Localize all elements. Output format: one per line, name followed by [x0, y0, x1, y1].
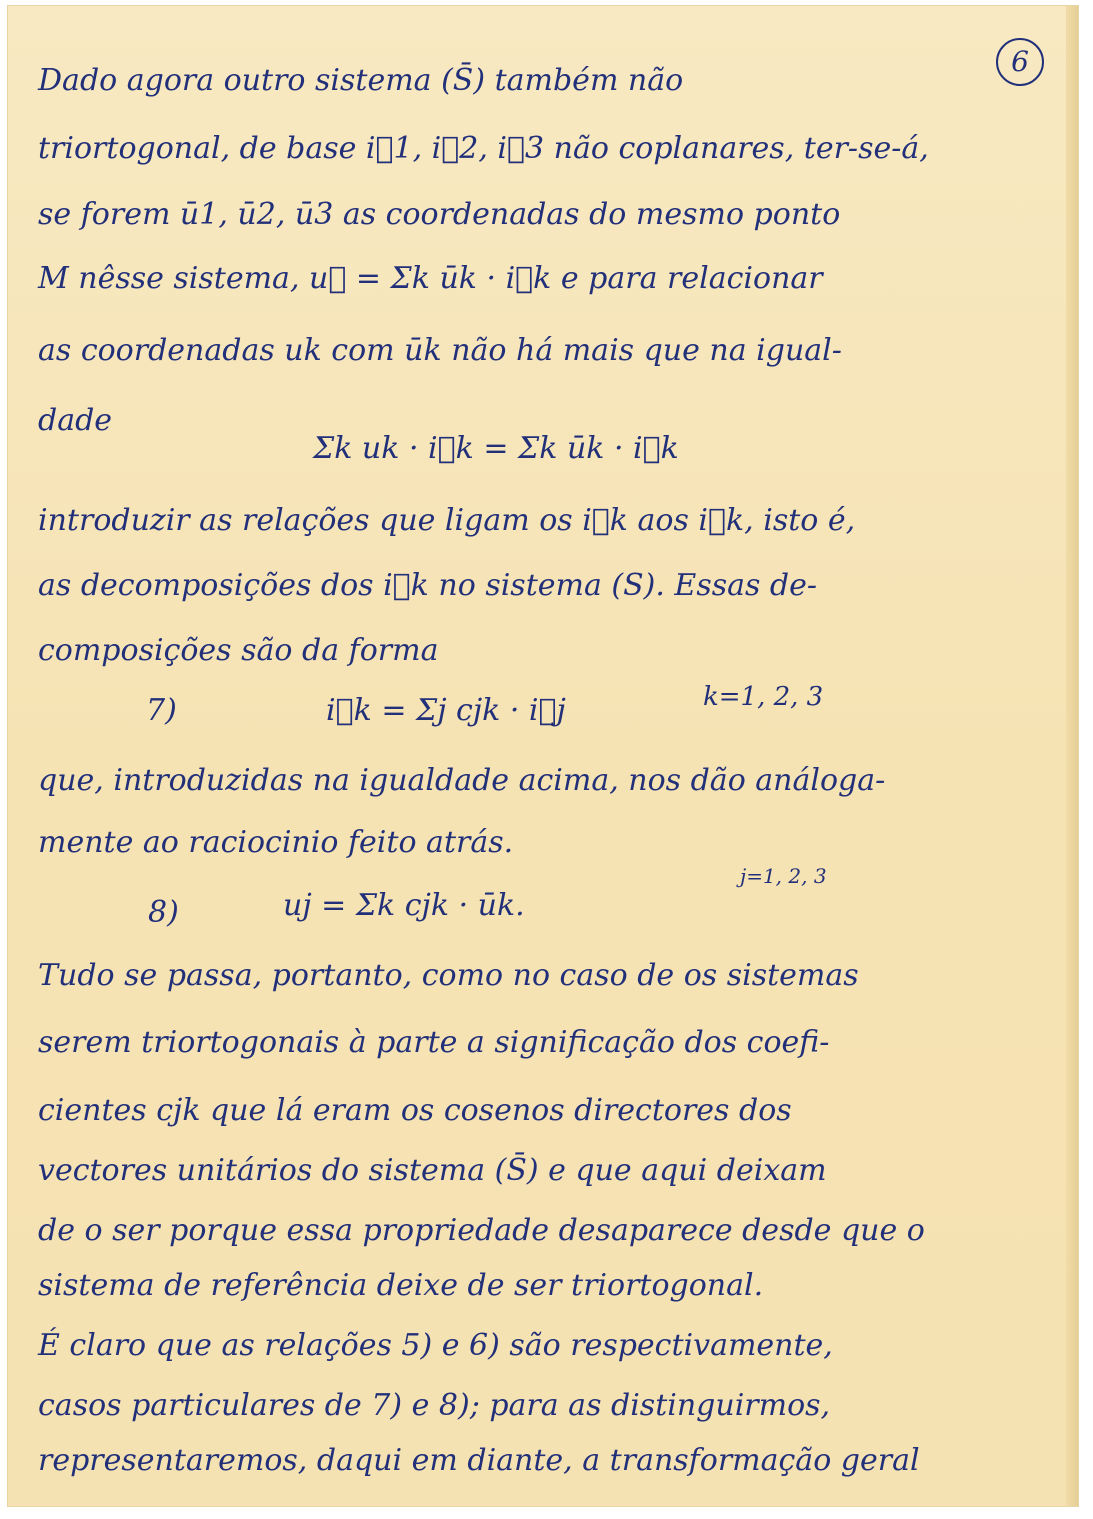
page-number: 6 — [996, 38, 1044, 86]
text-line-15: vectores unitários do sistema (S̄) e que aqui deixam — [38, 1153, 827, 1188]
text-line-10: que, introduzidas na igualdade acima, nos dão análoga- — [38, 763, 886, 798]
text-line-20: representaremos, daqui em diante, a transformação geral — [38, 1443, 920, 1478]
manuscript-page — [8, 6, 1078, 1506]
text-line-2: triortogonal, de base i⃗1, i⃗2, i⃗3 não coplanares, ter-se-á, — [38, 131, 929, 166]
text-line-1: Dado agora outro sistema (S̄) também não — [38, 63, 684, 98]
equation-7: i⃗k = Σj cjk · i⃗j — [326, 693, 566, 728]
text-line-8: as decomposições dos i⃗k no sistema (S). Essas de- — [38, 568, 818, 603]
equation-7-range: k=1, 2, 3 — [703, 682, 824, 712]
text-line-5: as coordenadas uk com ūk não há mais que na igual- — [38, 333, 842, 368]
text-line-9: composições são da forma — [38, 633, 439, 668]
equation-8-label: 8) — [148, 895, 179, 930]
text-line-16: de o ser porque essa propriedade desaparece desde que o — [38, 1213, 925, 1248]
paper-edge — [1066, 6, 1078, 1506]
text-line-17: sistema de referência deixe de ser triortogonal. — [38, 1268, 764, 1303]
text-line-19: casos particulares de 7) e 8); para as distinguirmos, — [38, 1388, 831, 1423]
equality-equation: Σk uk · i⃗k = Σk ūk · i⃗k — [313, 431, 679, 466]
equation-7-label: 7) — [146, 693, 177, 728]
text-line-4: M nêsse sistema, u⃗ = Σk ūk · i⃗k e para relacionar — [38, 261, 823, 296]
text-line-13: serem triortogonais à parte a significação dos coefi- — [38, 1025, 830, 1060]
text-line-14: cientes cjk que lá eram os cosenos directores dos — [38, 1093, 792, 1128]
text-line-7: introduzir as relações que ligam os i⃗k aos i⃗k, isto é, — [38, 503, 856, 538]
text-line-6: dade — [38, 403, 113, 438]
text-line-3: se forem ū1, ū2, ū3 as coordenadas do mesmo ponto — [38, 197, 841, 232]
text-line-18: É claro que as relações 5) e 6) são respectivamente, — [38, 1328, 833, 1363]
text-line-11: mente ao raciocinio feito atrás. — [38, 825, 514, 860]
equation-8: uj = Σk cjk · ūk. — [283, 888, 525, 923]
equation-8-range: j=1, 2, 3 — [740, 864, 827, 888]
text-line-12: Tudo se passa, portanto, como no caso de os sistemas — [38, 958, 859, 993]
